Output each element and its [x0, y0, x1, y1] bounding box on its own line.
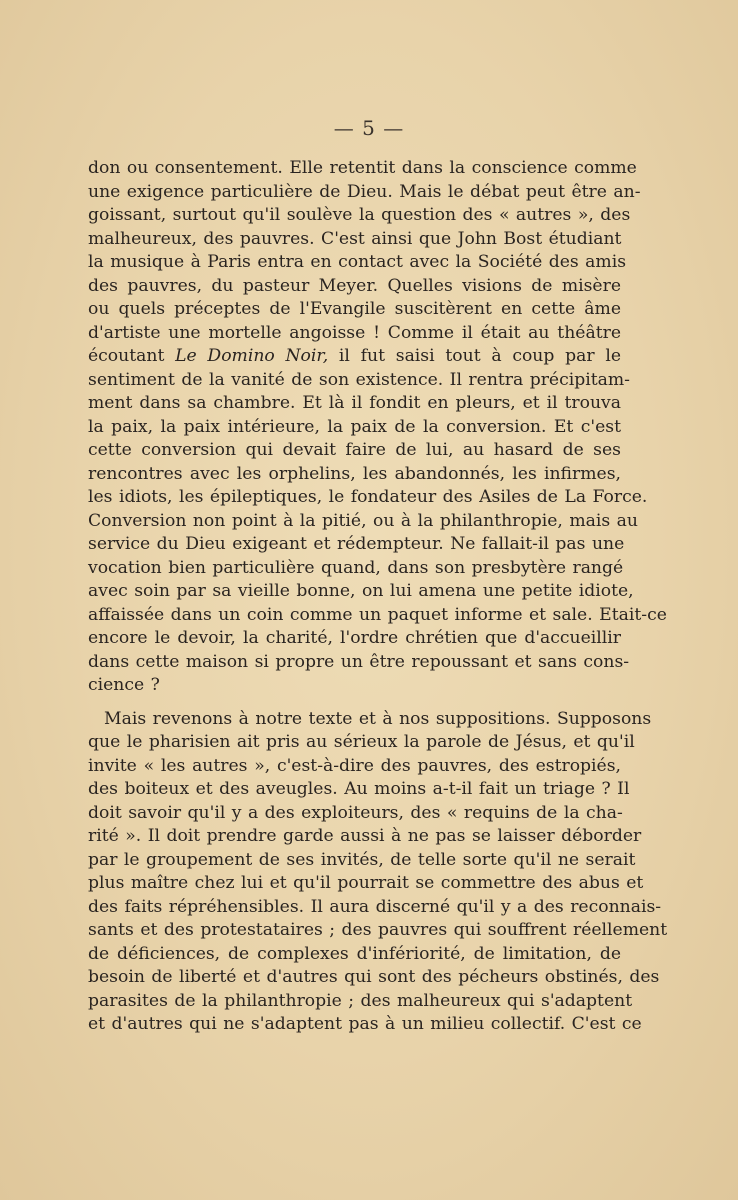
text-line: parasites de la philanthropie ; des malheureux qui s'adaptent: [88, 990, 633, 1011]
text-line: sentiment de la vanité de son existence. Il rentra précipitam-: [88, 369, 630, 390]
text-line: d'artiste une mortelle angoisse ! Comme il était au théâtre: [88, 322, 621, 343]
text-line: encore le devoir, la charité, l'ordre chrétien que d'accueillir: [88, 628, 621, 648]
text-line: rencontres avec les orphelins, les abandonnés, les infirmes,: [88, 463, 621, 484]
text-line: Mais revenons à notre texte et à nos suppositions. Supposons: [104, 708, 652, 729]
text-line: des faits répréhensibles. Il aura discerné qu'il y a des reconnais-: [88, 896, 662, 917]
text-line: cience ?: [88, 675, 160, 695]
text-line: rité ». Il doit prendre garde aussi à ne pas se laisser déborder: [88, 826, 642, 846]
text-line: affaissée dans un coin comme un paquet informe et sale. Etait-ce: [88, 604, 667, 625]
text-line: plus maître chez lui et qu'il pourrait se commettre des abus et: [88, 873, 644, 893]
text-line: et d'autres qui ne s'adaptent pas à un milieu collectif. C'est ce: [88, 1014, 642, 1034]
text-line: vocation bien particulière quand, dans son presbytère rangé: [88, 557, 624, 578]
text-line: service du Dieu exigeant et rédempteur. Ne fallait-il pas une: [88, 534, 625, 554]
text-line: des boiteux et des aveugles. Au moins a-t-il fait un triage ? Il: [88, 779, 630, 799]
text-line: que le pharisien ait pris au sérieux la parole de Jésus, et qu'il: [88, 732, 635, 752]
text-line: par le groupement de ses invités, de telle sorte qu'il ne serait: [88, 849, 636, 870]
text-line: la paix, la paix intérieure, la paix de la conversion. Et c'est: [88, 416, 621, 437]
paragraph-1: [88, 157, 667, 698]
text-line: malheureux, des pauvres. C'est ainsi que John Bost étudiant: [88, 228, 622, 249]
text-line-with-title: [88, 345, 621, 369]
paragraph-2: [88, 708, 668, 1037]
text-line: cette conversion qui devait faire de lui, au hasard de ses: [88, 440, 621, 460]
text-line: ou quels préceptes de l'Evangile suscitèrent en cette âme: [88, 299, 621, 319]
text-line: la musique à Paris entra en contact avec la Société des amis: [88, 252, 627, 272]
text-line: une exigence particulière de Dieu. Mais le débat peut être an-: [88, 181, 641, 202]
opera-title: Le Domino Noir,: [175, 346, 329, 366]
text-line: dans cette maison si propre un être repoussant et sans cons-: [88, 651, 630, 672]
text-line: sants et des protestataires ; des pauvres qui souffrent réellement: [88, 920, 668, 940]
paragraph-spacing: [88, 698, 621, 708]
text-line: besoin de liberté et d'autres qui sont des pécheurs obstinés, des: [88, 967, 660, 987]
text-line: invite « les autres », c'est-à-dire des pauvres, des estropiés,: [88, 755, 621, 776]
text-fragment: il fut saisi tout à coup par le: [328, 346, 621, 366]
text-line: les idiots, les épileptiques, le fondateur des Asiles de La Force.: [88, 487, 648, 507]
body-text: [88, 157, 668, 1037]
text-line: Conversion non point à la pitié, ou à la philanthropie, mais au: [88, 510, 638, 531]
text-line: ment dans sa chambre. Et là il fondit en pleurs, et il trouva: [88, 393, 621, 413]
text-line: goissant, surtout qu'il soulève la question des « autres », des: [88, 205, 631, 225]
text-line: de déficiences, de complexes d'infériorité, de limitation, de: [88, 943, 621, 964]
page-number: — 5 —: [333, 116, 405, 140]
text-line: don ou consentement. Elle retentit dans la conscience comme: [88, 158, 637, 178]
text-line: des pauvres, du pasteur Meyer. Quelles visions de misère: [88, 275, 621, 296]
text-line: doit savoir qu'il y a des exploiteurs, des « requins de la cha-: [88, 802, 623, 823]
text-line: avec soin par sa vieille bonne, on lui amena une petite idiote,: [88, 581, 634, 601]
text-fragment: écoutant: [88, 346, 176, 366]
